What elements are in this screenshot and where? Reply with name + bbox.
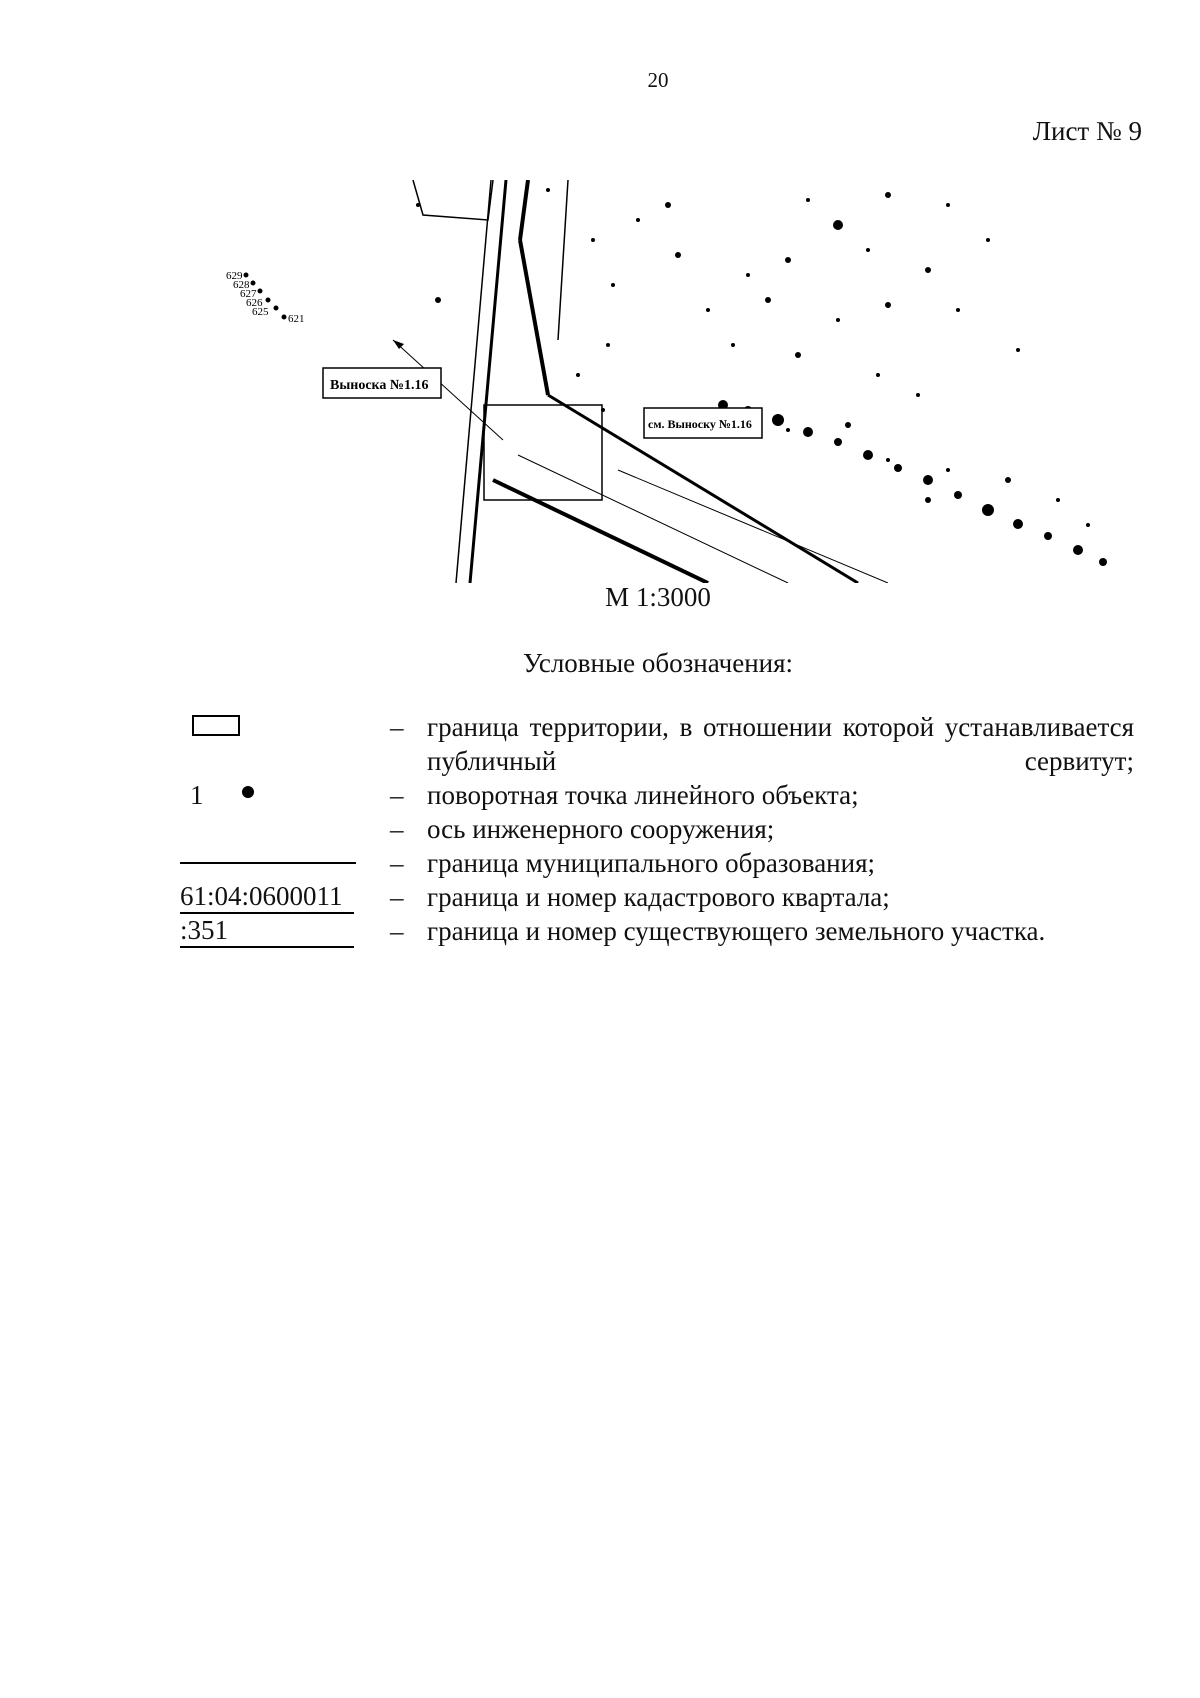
page-number: 20	[647, 68, 669, 92]
legend	[180, 710, 1134, 948]
point-label: 621	[288, 313, 305, 325]
legend-symbol	[180, 880, 360, 914]
legend-dash: –	[390, 814, 404, 844]
legend-item-servitude-boundary	[180, 710, 1134, 778]
cadastral-quarter-number: 61:04:0600011	[180, 880, 354, 914]
map-scale: М 1:3000	[605, 582, 711, 612]
legend-description: ось инженерного сооружения;	[427, 814, 775, 844]
point-label: 626	[246, 297, 263, 309]
legend-description: поворотная точка линейного объекта;	[427, 780, 859, 810]
legend-item-cadastral-quarter	[180, 880, 1134, 914]
land-plot-number: :351	[180, 914, 354, 948]
legend-dash: –	[390, 882, 404, 912]
map-drawing	[188, 180, 1125, 583]
sheet-title: Лист № 9	[1032, 116, 1142, 146]
callout-right-label: см. Выноску №1.16	[648, 417, 752, 431]
rectangle-outline-icon	[192, 715, 240, 736]
point-label: 627	[240, 288, 257, 300]
legend-item-turning-point	[180, 778, 1134, 812]
point-label: 628	[233, 279, 250, 291]
legend-dash: –	[390, 848, 404, 878]
legend-symbol	[180, 914, 360, 948]
point-number: 1	[190, 780, 204, 810]
legend-symbol	[180, 846, 360, 880]
legend-item-municipal-boundary	[180, 846, 1134, 880]
callout-right	[644, 408, 762, 438]
legend-symbol	[180, 778, 360, 812]
legend-symbol	[180, 812, 360, 846]
legend-dash: –	[390, 780, 404, 810]
solid-line-icon	[180, 862, 356, 864]
legend-description: граница муниципального образования;	[427, 848, 876, 878]
legend-dash: –	[390, 916, 404, 946]
point-label: 625	[252, 306, 269, 318]
legend-dash: –	[390, 712, 404, 742]
legend-description: граница и номер существующего земельного участка.	[427, 916, 1046, 946]
legend-item-engineering-axis	[180, 812, 1134, 846]
legend-description: граница и номер кадастрового квартала;	[427, 882, 890, 912]
point-label: 629	[226, 270, 243, 282]
legend-symbol	[180, 710, 360, 744]
legend-description: граница территории, в отношении которой устанавливается публичный сервитут;	[427, 712, 1134, 776]
legend-title: Условные обозначения:	[522, 648, 794, 678]
point-dot-icon	[242, 786, 254, 798]
map-fragment	[188, 180, 1125, 583]
legend-item-land-plot	[180, 914, 1134, 948]
callout-left	[323, 368, 441, 398]
callout-left-label: Выноска №1.16	[330, 378, 429, 393]
